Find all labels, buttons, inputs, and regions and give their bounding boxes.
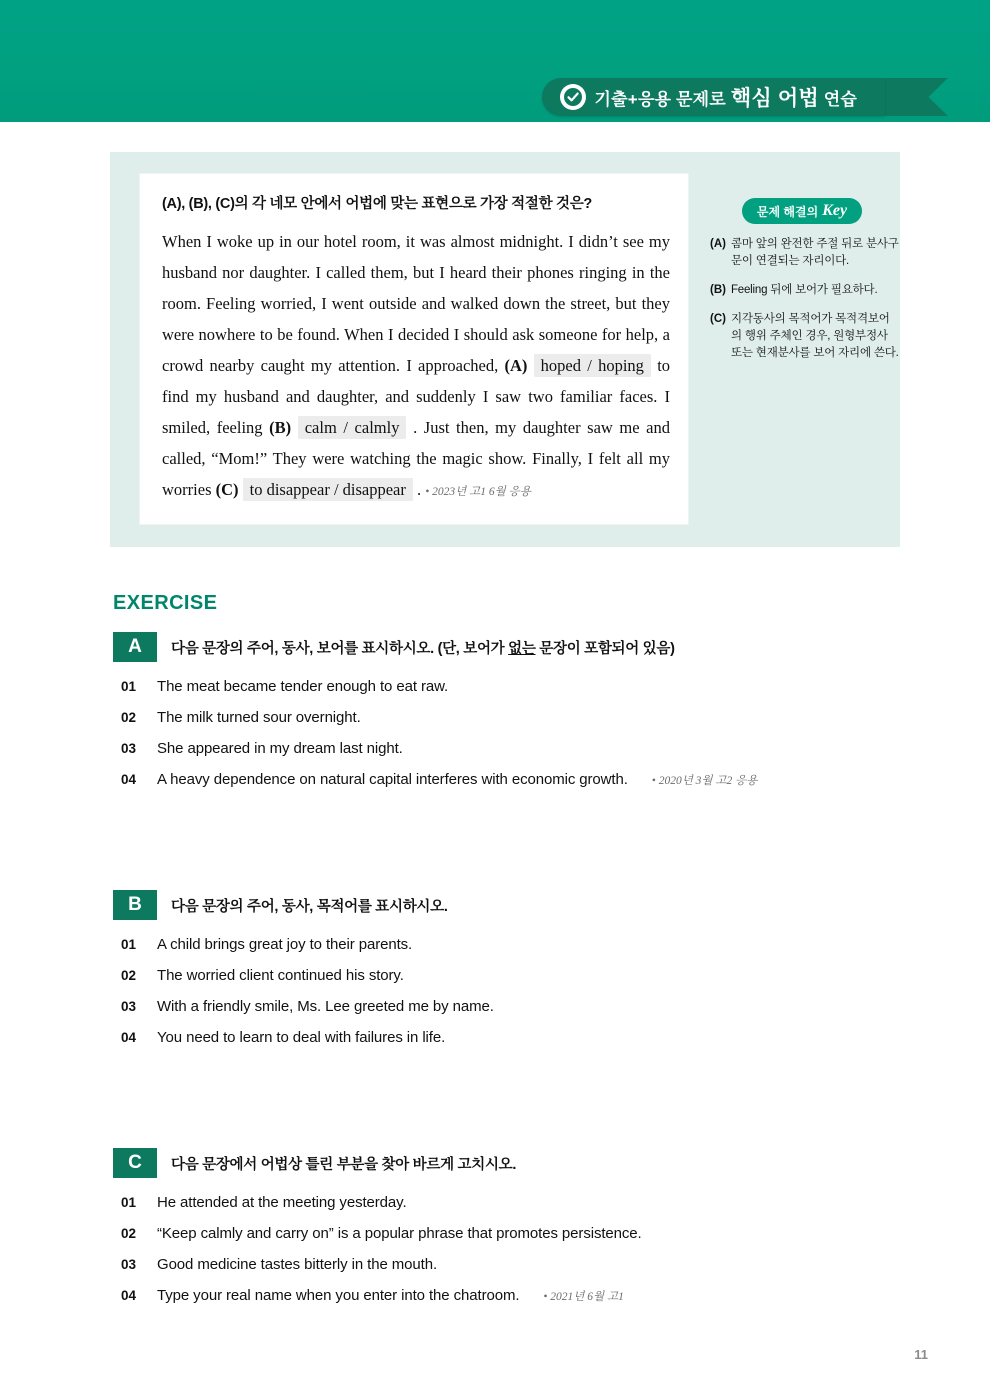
example-panel xyxy=(110,152,900,547)
question-item xyxy=(113,771,913,788)
key-item-text: 지각동사의 목적어가 목적격보어의 행위 주체인 경우, 원형부정사 또는 현재분사를 보어 자리에 쓴다. xyxy=(730,313,899,359)
question-item xyxy=(113,740,913,757)
key-item xyxy=(710,311,900,362)
question-number: 02 xyxy=(121,968,137,983)
section-header xyxy=(113,890,913,920)
question-item xyxy=(113,1256,913,1273)
question-item xyxy=(113,936,913,953)
question-text[interactable]: She appeared in my dream last night. xyxy=(157,740,403,757)
page-number: 11 xyxy=(914,1347,928,1362)
question-text[interactable]: The milk turned sour overnight. xyxy=(157,709,361,726)
key-badge-label: 문제 해결의 xyxy=(756,204,819,219)
choice-box-a[interactable]: hoped / hoping xyxy=(534,354,651,377)
question-text[interactable]: A child brings great joy to their parents. xyxy=(157,936,413,953)
exercise-title: EXERCISE xyxy=(113,592,218,614)
question-number: 02 xyxy=(121,710,137,725)
question-text[interactable]: He attended at the meeting yesterday. xyxy=(157,1194,407,1211)
header-ribbon xyxy=(542,78,885,116)
section-instruction-underline: 없는 xyxy=(508,640,536,657)
key-item xyxy=(710,236,900,270)
section-instruction xyxy=(171,1153,516,1174)
example-passage xyxy=(162,226,670,508)
key-badge xyxy=(742,198,862,224)
question-item xyxy=(113,1194,913,1211)
question-text[interactable]: A heavy dependence on natural capital interferes with economic growth. xyxy=(157,771,628,788)
section-header xyxy=(113,632,913,662)
section-instruction-post: 문장이 포함되어 있음) xyxy=(535,640,675,657)
question-text[interactable]: With a friendly smile, Ms. Lee greeted me by name. xyxy=(157,998,494,1015)
section-letter-badge: A xyxy=(113,632,157,662)
passage-part-1: When I woke up in our hotel room, it was almost midnight. I didn’t see my husband nor daughter. I called them, but I heard their phones ringing in the room. Feeling worried, I went outside and walked down the street, but they were nowhere to be found. When I decided I should ask someone for help, a crowd nearby caught my attention. I approached, xyxy=(162,232,670,375)
passage-label-a: (A) xyxy=(504,356,528,375)
section-header xyxy=(113,1148,913,1178)
question-number: 01 xyxy=(121,679,137,694)
exercise-section-c xyxy=(113,1148,913,1318)
key-item-tag: (A) xyxy=(710,238,726,250)
section-letter-badge: B xyxy=(113,890,157,920)
question-text[interactable]: The meat became tender enough to eat raw. xyxy=(157,678,449,695)
header-ribbon-text xyxy=(594,82,857,112)
question-item xyxy=(113,998,913,1015)
choice-box-b[interactable]: calm / calmly xyxy=(298,416,407,439)
section-letter-badge: C xyxy=(113,1148,157,1178)
header-ribbon-big: 핵심 어법 xyxy=(730,87,819,110)
question-item xyxy=(113,967,913,984)
section-instruction-pre: 다음 문장의 주어, 동사, 보어를 표시하시오. (단, 보어가 xyxy=(171,640,509,657)
question-item xyxy=(113,709,913,726)
question-item xyxy=(113,1029,913,1046)
section-instruction xyxy=(171,637,675,658)
question-number: 03 xyxy=(121,1257,137,1272)
question-number: 02 xyxy=(121,1226,137,1241)
key-item-text: Feeling 뒤에 보어가 필요하다. xyxy=(730,284,878,296)
section-instruction-pre: 다음 문장에서 어법상 틀린 부분을 찾아 바르게 고치시오. xyxy=(171,1156,517,1173)
question-text[interactable]: You need to learn to deal with failures in life. xyxy=(157,1029,446,1046)
question-number: 04 xyxy=(121,1030,137,1045)
question-source: • 2021년 6월 고1 xyxy=(543,1291,624,1303)
question-item xyxy=(113,1225,913,1242)
passage-label-b: (B) xyxy=(269,418,292,437)
question-text[interactable]: “Keep calmly and carry on” is a popular phrase that promotes persistence. xyxy=(157,1225,642,1242)
passage-label-c: (C) xyxy=(215,480,239,499)
key-item-text: 콤마 앞의 완전한 주절 뒤로 분사구문이 연결되는 자리이다. xyxy=(730,238,899,267)
check-circle-icon xyxy=(560,84,586,110)
passage-part-2: to find my husband and daughter, and suddenly I saw two familiar faces. I smiled, feeling xyxy=(162,356,671,437)
example-card xyxy=(140,174,688,524)
key-item-tag: (B) xyxy=(710,284,726,296)
question-number: 01 xyxy=(121,1195,137,1210)
section-instruction-pre: 다음 문장의 주어, 동사, 목적어를 표시하시오. xyxy=(171,898,448,915)
example-source: • 2023년 고1 6월 응용 xyxy=(425,486,531,498)
question-number: 04 xyxy=(121,1288,137,1303)
header-ribbon-tail-text: 연습 xyxy=(823,90,857,109)
passage-part-4: . xyxy=(417,480,422,499)
question-number: 04 xyxy=(121,772,137,787)
question-number: 01 xyxy=(121,937,137,952)
key-item xyxy=(710,282,900,299)
question-text[interactable]: Good medicine tastes bitterly in the mouth. xyxy=(157,1256,438,1273)
question-item xyxy=(113,678,913,695)
question-number: 03 xyxy=(121,999,137,1014)
header-ribbon-small: 기출+응용 문제로 xyxy=(594,90,726,109)
question-text[interactable]: Type your real name when you enter into the chatroom. xyxy=(157,1287,520,1304)
question-number: 03 xyxy=(121,741,137,756)
key-list xyxy=(710,236,900,374)
header-band xyxy=(0,0,990,122)
key-item-tag: (C) xyxy=(710,313,726,325)
passage-part-3: . Just then, my daughter saw me and called, “Mom!” They were watching the magic show. Finally, I felt all my worries xyxy=(162,418,670,499)
key-badge-key: Key xyxy=(822,202,848,219)
choice-box-c[interactable]: to disappear / disappear xyxy=(243,478,413,501)
example-question: (A), (B), (C)의 각 네모 안에서 어법에 맞는 표현으로 가장 적절한 것은? xyxy=(162,196,592,212)
exercise-section-b xyxy=(113,890,913,1060)
question-item xyxy=(113,1287,913,1304)
question-source: • 2020년 3월 고2 응용 xyxy=(651,775,758,787)
section-instruction xyxy=(171,895,448,916)
question-text[interactable]: The worried client continued his story. xyxy=(157,967,404,984)
exercise-section-a xyxy=(113,632,913,802)
